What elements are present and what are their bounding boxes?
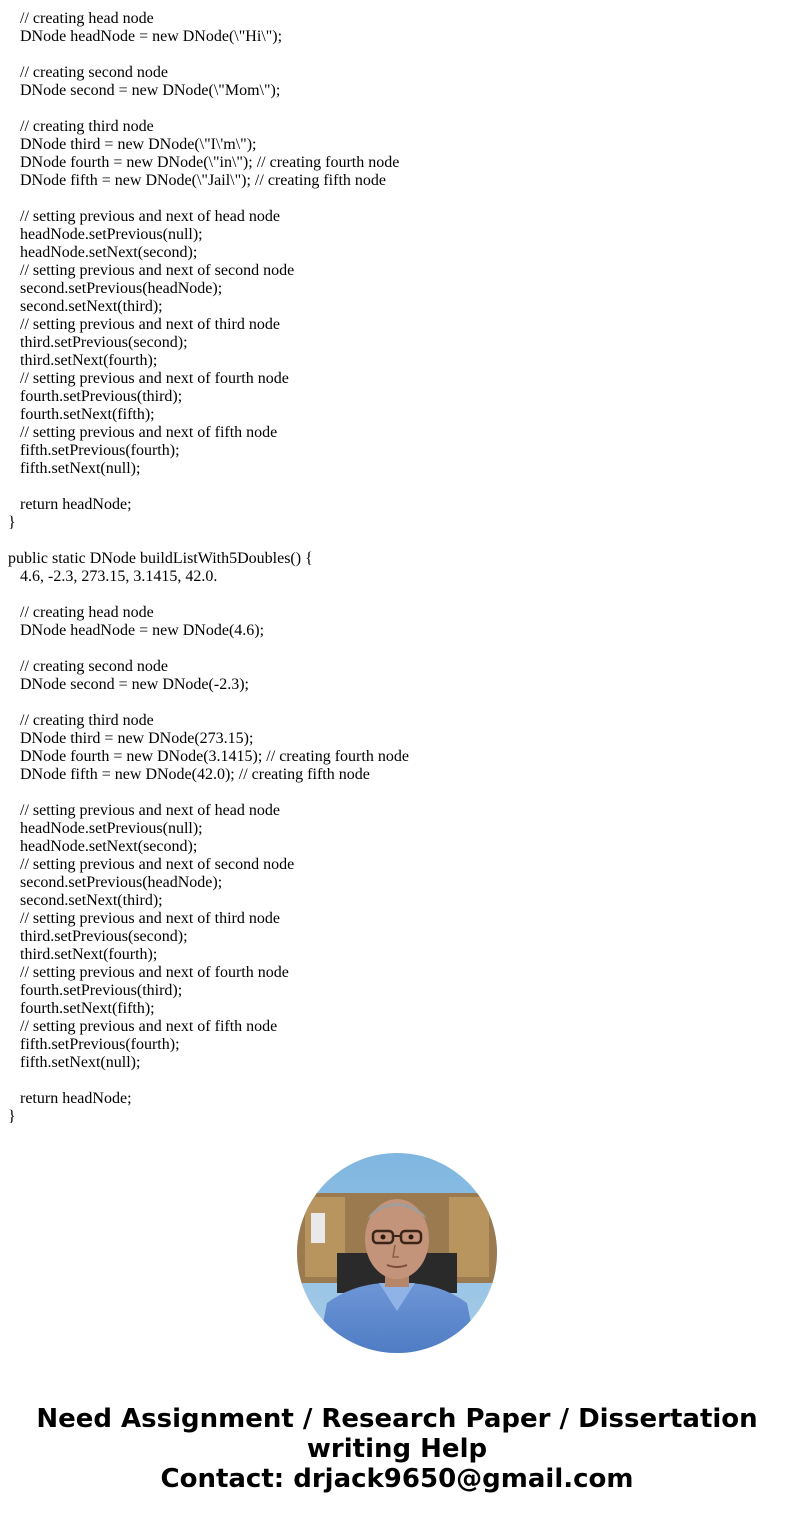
promo-contact: Contact: drjack9650@gmail.com	[160, 1464, 634, 1494]
code-line: fifth.setPrevious(fourth);	[8, 442, 180, 459]
code-line: // creating second node	[8, 64, 168, 81]
code-line: }	[8, 514, 16, 531]
code-blank-line	[8, 100, 788, 118]
code-line: DNode headNode = new DNode(4.6);	[8, 622, 265, 639]
code-line: headNode.setPrevious(null);	[8, 820, 203, 837]
author-avatar	[297, 1153, 497, 1353]
code-line: 4.6, -2.3, 273.15, 3.1415, 42.0.	[8, 568, 218, 585]
code-line: // setting previous and next of third node	[8, 910, 280, 927]
code-line: headNode.setNext(second);	[8, 838, 198, 855]
code-line: fourth.setPrevious(third);	[8, 982, 183, 999]
code-blank-line	[8, 586, 788, 604]
code-line: second.setNext(third);	[8, 892, 163, 909]
promo-line-1: Need Assignment / Research Paper / Dissertation	[36, 1404, 758, 1434]
code-line: third.setPrevious(second);	[8, 334, 188, 351]
code-line: fourth.setPrevious(third);	[8, 388, 183, 405]
code-line: // setting previous and next of head node	[8, 802, 280, 819]
code-line: DNode third = new DNode(273.15);	[8, 730, 254, 747]
code-line: DNode fifth = new DNode(42.0); // creating fifth node	[8, 766, 370, 783]
code-line: }	[8, 1108, 16, 1125]
code-line: second.setPrevious(headNode);	[8, 280, 223, 297]
code-line: // creating second node	[8, 658, 168, 675]
code-line: fifth.setNext(null);	[8, 1054, 141, 1071]
code-line: headNode.setNext(second);	[8, 244, 198, 261]
code-line: fifth.setPrevious(fourth);	[8, 1036, 180, 1053]
code-line: // setting previous and next of fifth node	[8, 1018, 278, 1035]
code-line: headNode.setPrevious(null);	[8, 226, 203, 243]
code-line: public static DNode buildListWith5Doubles() {	[8, 550, 313, 567]
code-line: // setting previous and next of second node	[8, 262, 295, 279]
code-line: // setting previous and next of second node	[8, 856, 295, 873]
code-line: second.setNext(third);	[8, 298, 163, 315]
code-blank-line	[8, 694, 788, 712]
code-line: third.setNext(fourth);	[8, 946, 158, 963]
code-line: // creating head node	[8, 604, 154, 621]
code-line: // setting previous and next of fourth node	[8, 370, 289, 387]
code-listing	[8, 10, 788, 1126]
code-line: third.setPrevious(second);	[8, 928, 188, 945]
code-line: return headNode;	[8, 1090, 132, 1107]
code-line: fourth.setNext(fifth);	[8, 1000, 155, 1017]
code-line: DNode fifth = new DNode(\"Jail\"); // creating fifth node	[8, 172, 386, 189]
code-line: // setting previous and next of fourth node	[8, 964, 289, 981]
code-line: DNode fourth = new DNode(3.1415); // creating fourth node	[8, 748, 409, 765]
code-line: // creating third node	[8, 118, 154, 135]
code-line: DNode third = new DNode(\"I\'m\");	[8, 136, 257, 153]
code-blank-line	[8, 640, 788, 658]
code-line: fifth.setNext(null);	[8, 460, 141, 477]
code-line: // creating third node	[8, 712, 154, 729]
code-line: // setting previous and next of head node	[8, 208, 280, 225]
code-blank-line	[8, 1072, 788, 1090]
code-line: fourth.setNext(fifth);	[8, 406, 155, 423]
code-blank-line	[8, 532, 788, 550]
author-photo-icon	[297, 1153, 497, 1353]
code-blank-line	[8, 190, 788, 208]
code-line: DNode second = new DNode(-2.3);	[8, 676, 249, 693]
code-line: // creating head node	[8, 10, 154, 27]
code-line: // setting previous and next of third node	[8, 316, 280, 333]
code-line: third.setNext(fourth);	[8, 352, 158, 369]
promo-banner	[0, 1404, 794, 1494]
code-line: // setting previous and next of fifth node	[8, 424, 278, 441]
code-line: DNode second = new DNode(\"Mom\");	[8, 82, 281, 99]
promo-line-2: writing Help	[306, 1434, 488, 1464]
code-line: DNode headNode = new DNode(\"Hi\");	[8, 28, 283, 45]
code-line: second.setPrevious(headNode);	[8, 874, 223, 891]
code-line: DNode fourth = new DNode(\"in\"); // creating fourth node	[8, 154, 400, 171]
code-blank-line	[8, 784, 788, 802]
code-blank-line	[8, 46, 788, 64]
code-line: return headNode;	[8, 496, 132, 513]
code-blank-line	[8, 478, 788, 496]
